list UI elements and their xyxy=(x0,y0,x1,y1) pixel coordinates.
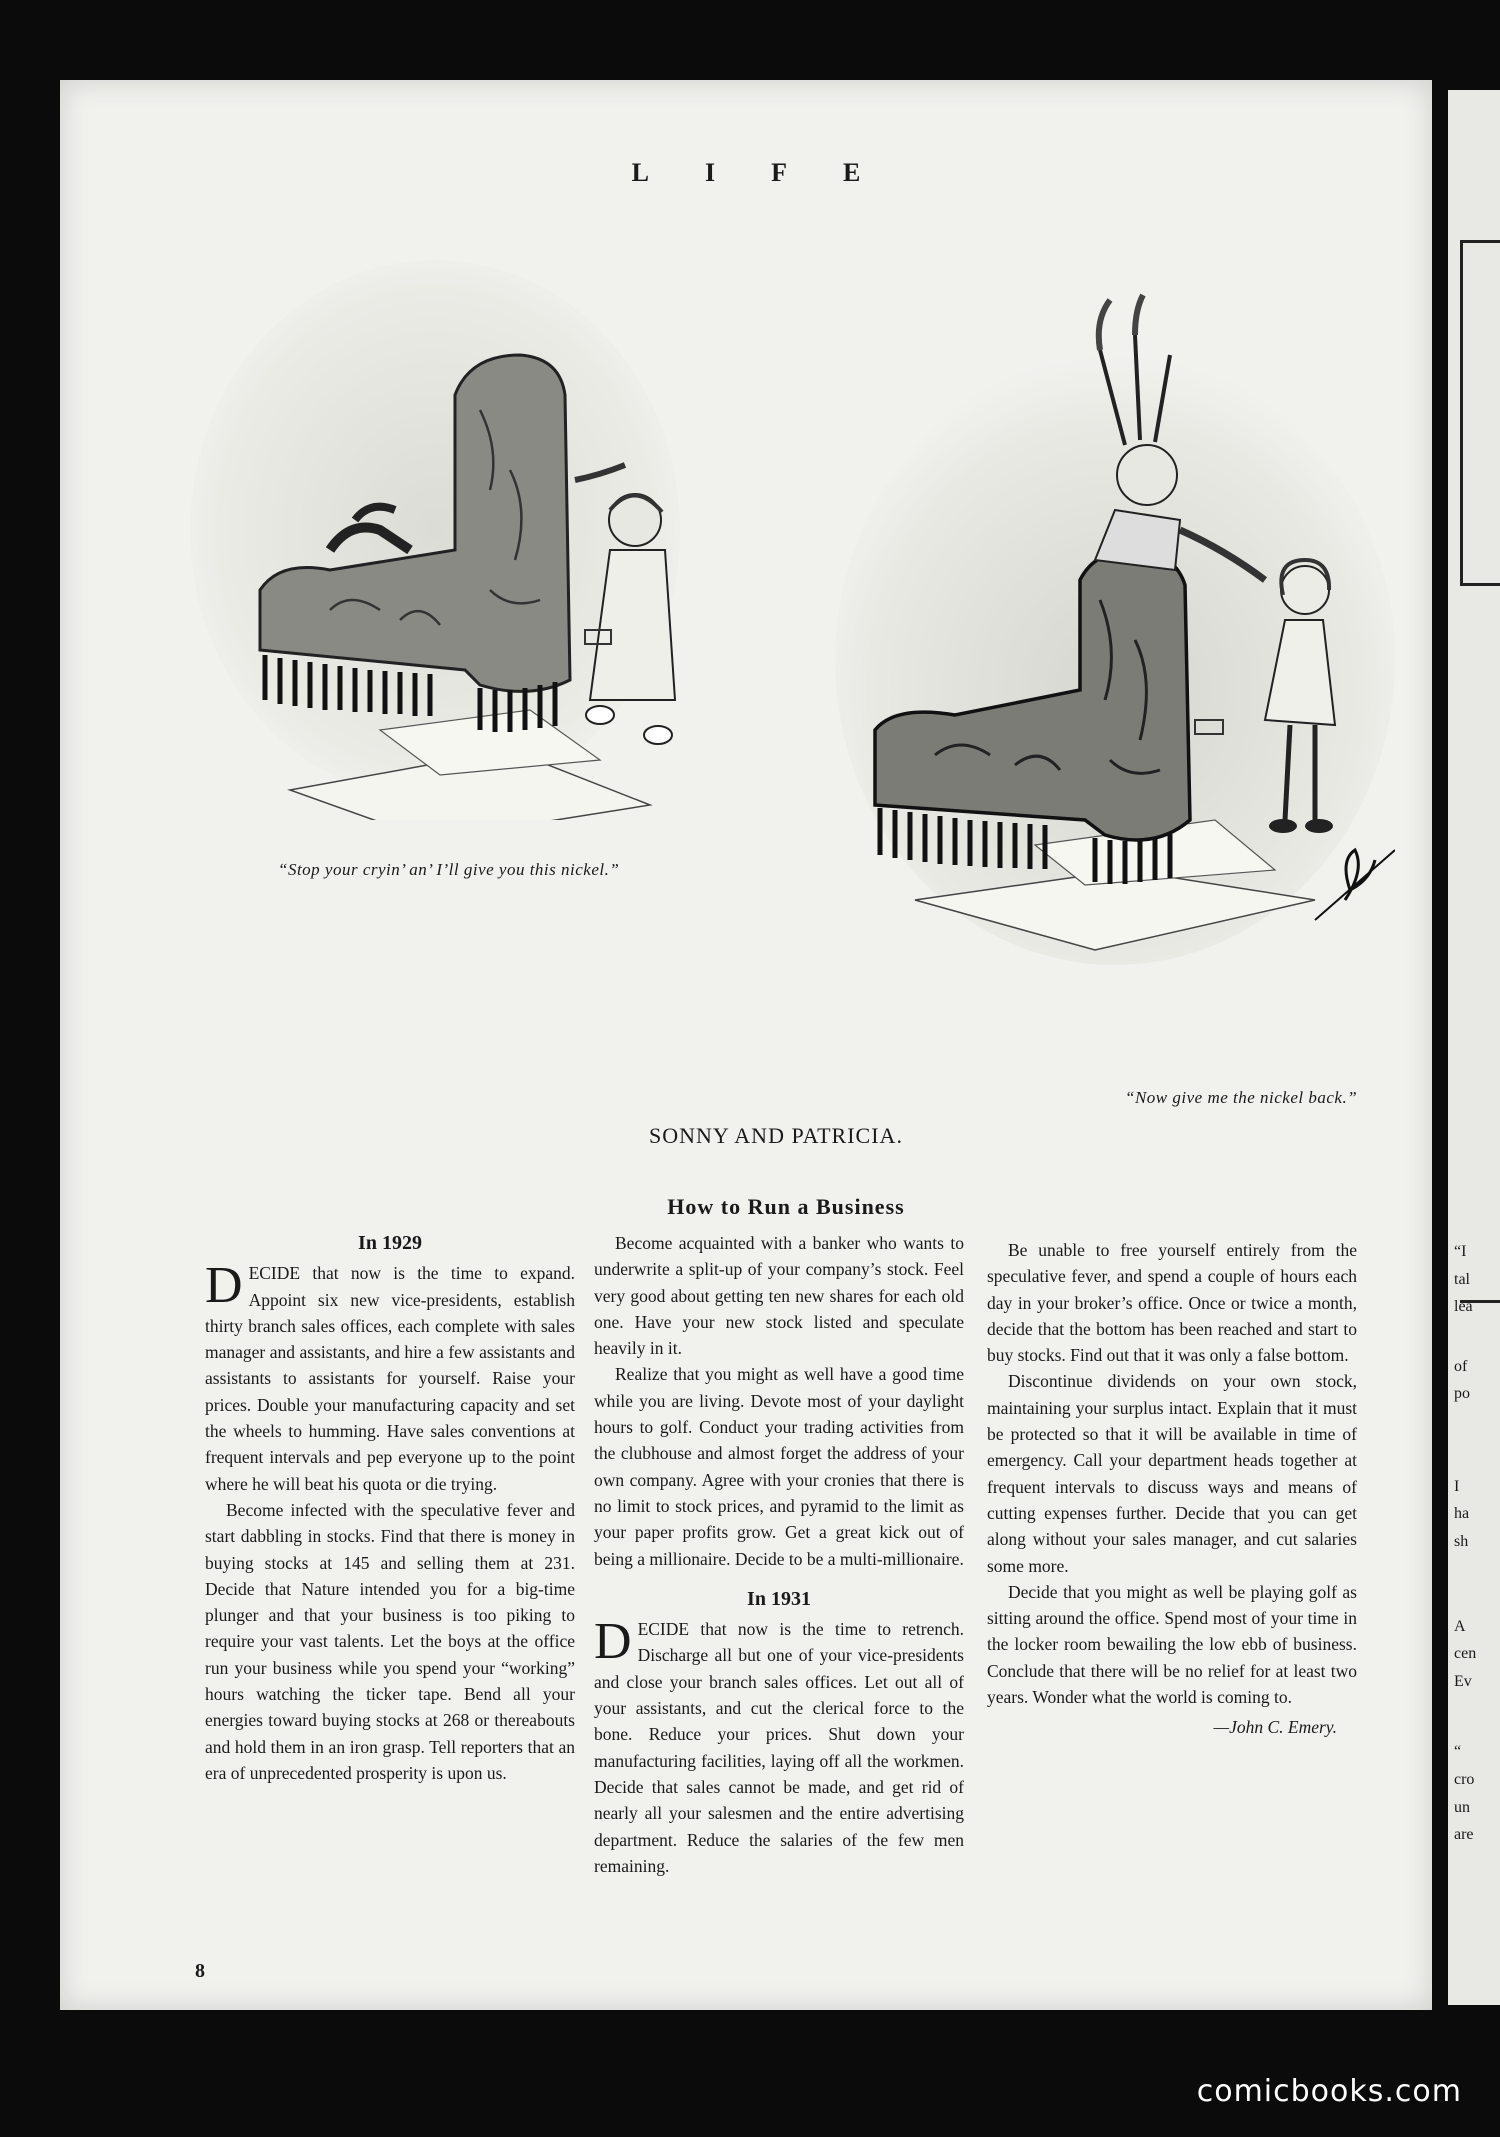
adjacent-page-text-fragment: are xyxy=(1454,1826,1474,1843)
drop-cap: D xyxy=(205,1257,243,1315)
adjacent-page-text-fragment: Ev xyxy=(1454,1673,1472,1690)
cartoon-title: SONNY AND PATRICIA. xyxy=(649,1123,903,1148)
adjacent-page-edge xyxy=(1448,90,1500,2005)
watermark: comicbooks.com xyxy=(1196,2074,1462,2109)
adjacent-page-text-fragment: cro xyxy=(1454,1771,1475,1788)
magazine-page xyxy=(60,80,1432,2010)
paragraph: Become acquainted with a banker who wants to underwrite a split-up of your company’s stock. Feel very good about getting ten new shares for each old one. Have your new stock listed and speculate heavily in it. xyxy=(594,1233,964,1359)
adjacent-page-text-fragment: po xyxy=(1454,1385,1470,1402)
adjacent-page-text-fragment: lea xyxy=(1454,1298,1473,1315)
adjacent-page-text-fragment: I xyxy=(1454,1478,1460,1495)
adjacent-page-text-fragment: tal xyxy=(1454,1271,1470,1288)
article-title: How to Run a Business xyxy=(667,1194,905,1219)
magazine-header: LIFE xyxy=(631,158,917,187)
adjacent-page-text-fragment: cen xyxy=(1454,1645,1477,1662)
article-column-1 xyxy=(205,1230,575,1786)
cartoon-illustration-left xyxy=(180,230,680,820)
paragraph: Be unable to free yourself entirely from the speculative fever, and spend a couple of hours each day in your broker’s office. Once or twice a month, decide that the bottom has been reached and start to buy stocks. Find out that it was only a false bottom. xyxy=(987,1240,1357,1366)
article-column-2 xyxy=(594,1230,964,1879)
section-heading-1931: In 1931 xyxy=(747,1587,811,1610)
drop-cap: D xyxy=(594,1613,632,1671)
section-heading-1929: In 1929 xyxy=(358,1232,422,1254)
adjacent-page-text-fragment: of xyxy=(1454,1358,1468,1375)
adjacent-page-text-fragment: “ xyxy=(1454,1743,1462,1760)
paragraph: Decide that you might as well be playing golf as sitting around the office. Spend most of your time in the locker room bewailing the low ebb of business. Conclude that there will be no relief for at least two years. Wonder what the world is coming to. xyxy=(987,1581,1357,1708)
cartoon-caption-right: “Now give me the nickel back.” xyxy=(1125,1088,1358,1107)
page-number: 8 xyxy=(195,1960,205,1982)
paragraph: Become infected with the speculative fever and start dabbling in stocks. Find that there is money in buying stocks at 145 and selling them at 231. Decide that Nature intended you for a big-time plunger and that your business is too piking to require your vast talents. Let the boys at the office run your business while you spend your “working” hours watching the ticker tape. Bend all your energies toward buying stocks at 268 or thereabouts and hold them in an iron grasp. Tell reporters that an era of unprecedented prosperity is upon us. xyxy=(205,1499,575,1783)
adjacent-page-text-fragment: A xyxy=(1454,1618,1466,1635)
paragraph: DECIDE that now is the time to expand. Appoint six new vice-presidents, establish thirty branch sales offices, each complete with sales manager and assistants, and hire a few assistants and assistants to assistants for yourself. Raise your prices. Double your manufacturing capacity and set the wheels to humming. Have sales conventions at frequent intervals and pep everyone up to the point where he will beat his quota or die trying. xyxy=(205,1257,575,1494)
paragraph: DECIDE that now is the time to retrench. Discharge all but one of your vice-presidents and close your branch sales offices. Let out all of your assistants, and cut the clerical force to the bone. Reduce your prices. Shut down your manufacturing facilities, laying off all the workmen. Decide that sales cannot be made, and get rid of nearly all your salesmen and the entire advertising department. Reduce the salaries of the few men remaining. xyxy=(594,1613,964,1876)
adjacent-page-text-fragment: sh xyxy=(1454,1533,1469,1550)
cartoon-illustration-right xyxy=(795,260,1395,980)
paragraph: Realize that you might as well have a good time while you are living. Devote most of your daylight hours to golf. Conduct your trading activities from the clubhouse and almost forget the address of your own company. Agree with your cronies that there is no limit to stock prices, and pyramid to the limit as your paper profits grow. Get a great kick out of being a millionaire. Decide to be a multi-millionaire. xyxy=(594,1364,964,1569)
paragraph: Discontinue dividends on your own stock, maintaining your surplus intact. Explain that it must be protected so that it will be available in time of emergency. Call your department heads together at frequent intervals to discuss ways and means of cutting expenses further. Decide that you can get along without your sales manager, and cut salaries some more. xyxy=(987,1371,1357,1576)
adjacent-page-text-fragment: ha xyxy=(1454,1505,1470,1522)
adjacent-page-text-fragment: un xyxy=(1454,1799,1470,1816)
cartoon-caption-left: “Stop your cryin’ an’ I’ll give you this nickel.” xyxy=(278,860,620,879)
author-byline: —John C. Emery. xyxy=(1213,1717,1337,1738)
adjacent-page-text-fragment: “I xyxy=(1454,1243,1467,1260)
article-column-3 xyxy=(987,1237,1357,1741)
adjacent-page-box xyxy=(1460,240,1500,586)
